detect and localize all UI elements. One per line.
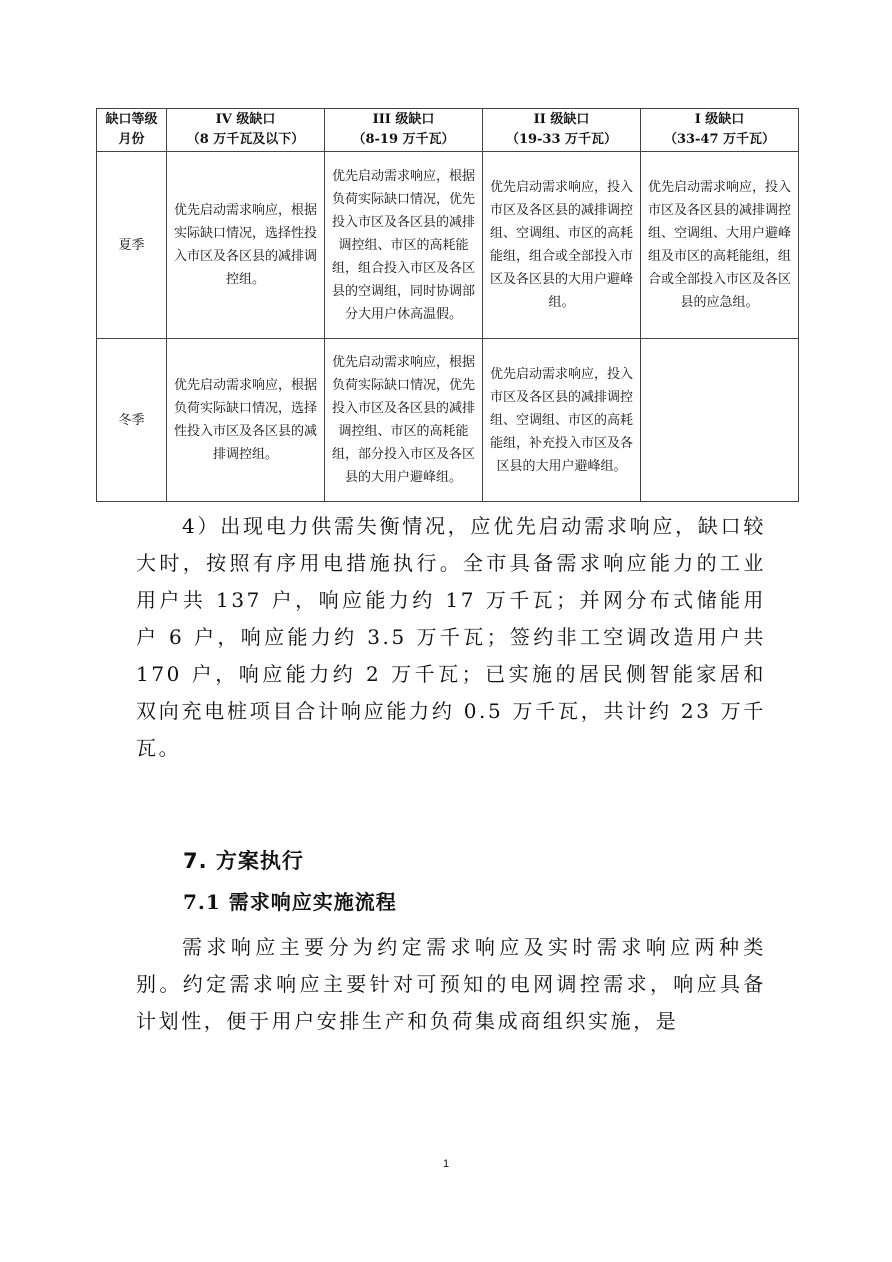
table-cell: 优先启动需求响应，根据负荷实际缺口情况，选择性投入市区及各区县的减排调控组。 bbox=[167, 339, 325, 502]
column-header-range: （33-47 万千瓦） bbox=[663, 132, 776, 147]
column-header-level1 bbox=[641, 109, 799, 152]
season-cell: 冬季 bbox=[97, 339, 167, 502]
gap-level-table bbox=[96, 108, 799, 502]
table-cell: 优先启动需求响应，投入市区及各区县的减排调控组、空调组、大用户避峰组及市区的高耗能组，组合或全部投入市区及各区县的应急组。 bbox=[641, 152, 799, 339]
corner-header-line1: 缺口等级 bbox=[105, 112, 158, 127]
page-number: 1 bbox=[442, 1158, 450, 1170]
column-header-level2 bbox=[483, 109, 641, 152]
table-row-winter bbox=[97, 339, 799, 502]
table-cell: 优先启动需求响应，根据实际缺口情况，选择性投入市区及各区县的减排调控组。 bbox=[167, 152, 325, 339]
column-header-title: II 级缺口 bbox=[533, 112, 590, 127]
column-header-range: （19-33 万千瓦） bbox=[505, 132, 618, 147]
column-header-title: I 级缺口 bbox=[694, 112, 745, 127]
column-header-level4 bbox=[167, 109, 325, 152]
body-paragraph-response-types: 需求响应主要分为约定需求响应及实时需求响应两种类别。约定需求响应主要针对可预知的电网调控需求，响应具备计划性，便于用户安排生产和负荷集成商组织实施，是 bbox=[136, 935, 766, 1033]
table-cell-empty bbox=[641, 339, 799, 502]
table-cell: 优先启动需求响应，投入市区及各区县的减排调控组、空调组、市区的高耗能组，补充投入市区及各区县的大用户避峰组。 bbox=[483, 339, 641, 502]
corner-header-line2: 月份 bbox=[118, 132, 145, 147]
column-header-title: IV 级缺口 bbox=[215, 112, 276, 127]
corner-header bbox=[97, 109, 167, 152]
table-header-row bbox=[97, 109, 799, 152]
column-header-title: III 级缺口 bbox=[372, 112, 435, 127]
column-header-range: （8-19 万千瓦） bbox=[352, 132, 455, 147]
season-cell: 夏季 bbox=[97, 152, 167, 339]
column-header-range: （8 万千瓦及以下） bbox=[186, 132, 305, 147]
table-row-summer bbox=[97, 152, 799, 339]
body-paragraph-demand-response-capacity: 4）出现电力供需失衡情况，应优先启动需求响应，缺口较大时，按照有序用电措施执行。全市具备需求响应能力的工业用户共 137 户，响应能力约 17 万千瓦；并网分布式储能用户 6 户，响应能力约 3.5 万千瓦；签约非工空调改造用户共 170 户，响应能力约 2 万千瓦；已实施的居民侧智能家居和双向充电桩项目合计响应能力约 0.5 万千瓦，共计约 23 万千瓦。 bbox=[136, 514, 766, 760]
subsection-heading-7-1: 7.1 需求响应实施流程 bbox=[183, 890, 397, 914]
table-cell: 优先启动需求响应，投入市区及各区县的减排调控组、空调组、市区的高耗能组，组合或全部投入市区及各区县的大用户避峰组。 bbox=[483, 152, 641, 339]
table-cell: 优先启动需求响应，根据负荷实际缺口情况，优先投入市区及各区县的减排调控组、市区的高耗能组，部分投入市区及各区县的大用户避峰组。 bbox=[325, 339, 483, 502]
column-header-level3 bbox=[325, 109, 483, 152]
table-cell: 优先启动需求响应，根据负荷实际缺口情况，优先投入市区及各区县的减排调控组、市区的高耗能组，组合投入市区及各区县的空调组，同时协调部分大用户休高温假。 bbox=[325, 152, 483, 339]
section-heading-7: 7. 方案执行 bbox=[183, 849, 304, 873]
